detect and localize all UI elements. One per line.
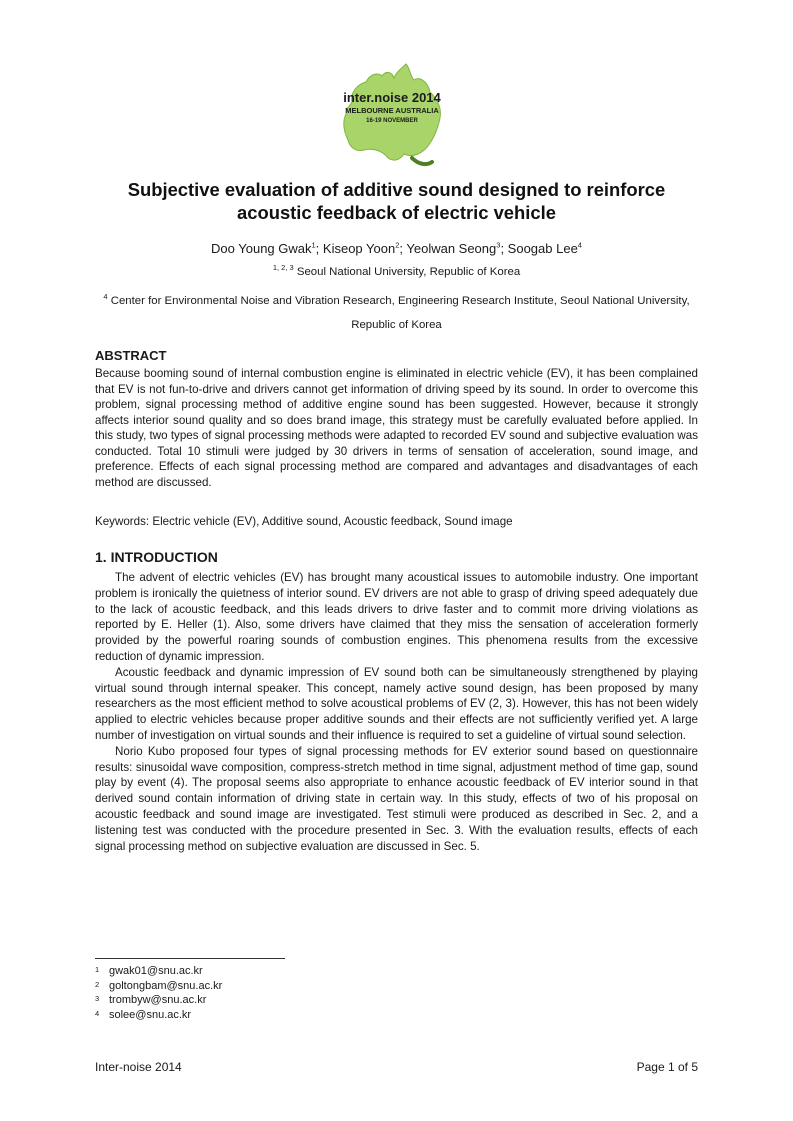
footnotes <box>95 964 222 1022</box>
footnote-email: trombyw@snu.ac.kr <box>109 994 207 1006</box>
paragraph: The advent of electric vehicles (EV) has brought many acoustical issues to automobile industry. One important problem is ironically the quietness of interior sound. EV drivers are not able to grasp of driving speed adequately due to the lack of acoustic feedback, and this leads drivers to drive faster and to commit more driving violations as reported by E. Heller (1). Also, some drivers have claimed that they miss the sensation of acceleration formerly provided by the powerful roaring sounds of combustion engines. This phenomena results from the excessive reduction of dynamic impression. <box>95 571 698 663</box>
footnote-3 <box>95 993 222 1008</box>
footnote-4 <box>95 1008 222 1023</box>
footnote-number: 2 <box>95 979 100 989</box>
paper-title <box>70 178 723 224</box>
footnote-number: 1 <box>95 965 100 974</box>
footnote-2 <box>95 979 222 994</box>
conference-logo <box>330 62 454 168</box>
affiliation-1-text: Seoul National University, Republic of Korea <box>293 266 521 278</box>
affiliation-1-mark: 1, 2, 3 <box>272 263 294 273</box>
footnote-divider <box>95 958 285 959</box>
footnote-email: gwak01@snu.ac.kr <box>109 965 203 977</box>
footnote-number: 4 <box>95 1008 100 1018</box>
australia-map-logo <box>330 62 454 168</box>
paragraph: Acoustic feedback and dynamic impression of EV sound both can be simultaneously strengthened by playing virtual sound through internal speaker. This concept, namely active sound design, has been proposed by many researchers as the most efficient method to solve acoustical problems of EV (2, 3). However, this has not been widely applied to electric vehicles because proper additive sounds and their effects are not sufficiently verified yet. A large number of investigation on virtual sounds and their influence is required to set a guideline of virtual sound selection. <box>95 665 698 742</box>
footer-conference: Inter-noise 2014 <box>95 1060 182 1074</box>
footnote-email: goltongbam@snu.ac.kr <box>109 979 223 992</box>
author-2: Kiseop Yoon <box>322 241 396 256</box>
logo-city: MELBOURNE AUSTRALIA <box>345 106 439 115</box>
footer-page-number: Page 1 of 5 <box>636 1060 698 1074</box>
author-4-affiliation-mark: 4 <box>577 240 582 250</box>
author-3: Yeolwan Seong <box>406 241 497 256</box>
affiliation-1 <box>70 265 723 280</box>
author-1-affiliation-mark: 1 <box>311 240 316 250</box>
paragraph: Norio Kubo proposed four types of signal processing methods for EV exterior sound based on questionnaire results: sinusoidal wave composition, compress-stretch method in time signal, adjustment method of time gap, sound play by event (4). The proposal seems also appropriate to enhance acoustic feedback of EV interior sound in that derived sound contain information of driving state in certain way. In this study, effects of two of his proposal on acoustic feedback and sound image are investigated. Test stimuli were produced as described in Sec. 2, and a listening test was conducted with the procedure presented in Sec. 3. With the evaluation results, effects of each signal processing method on subjective evaluation are discussed in Sec. 5. <box>95 744 698 853</box>
author-1: Doo Young Gwak <box>211 241 312 256</box>
title-line-2: acoustic feedback of electric vehicle <box>237 202 556 223</box>
footnote-number: 3 <box>95 994 100 1003</box>
introduction-heading: 1. INTRODUCTION <box>95 549 218 565</box>
title-line-1: Subjective evaluation of additive sound designed to reinforce <box>127 179 666 200</box>
affiliation-2 <box>95 289 698 337</box>
footnote-email: solee@snu.ac.kr <box>109 1008 192 1021</box>
abstract-heading: ABSTRACT <box>95 348 167 363</box>
abstract-text: Because booming sound of internal combustion engine is eliminated in electric vehicle (EV), it has been complained that EV is not fun-to-drive and drivers cannot get information of driving speed by its sound. In order to overcome this problem, signal processing method of additive engine sound has been suggested. However, because it strongly affects interior sound quality and so does brand image, this strategy must be carefully evaluated before applied. In this study, two types of signal processing methods were adapted to recorded EV sound and subjective evaluation was conducted. Total 10 stimuli were judged by 30 drivers in terms of sensation of acceleration, sound image, and preference. Effects of each signal processing method are compared and advantages and disadvantages of each method are discussed. <box>95 367 699 489</box>
author-separator: ; <box>315 241 323 256</box>
author-4: Soogab Lee <box>507 241 578 256</box>
boomerang-mark <box>412 158 432 164</box>
author-3-affiliation-mark: 3 <box>496 240 501 250</box>
introduction-body <box>95 570 698 854</box>
logo-name: inter.noise 2014 <box>343 90 441 105</box>
author-2-affiliation-mark: 2 <box>395 240 400 250</box>
affiliation-2-mark: 4 <box>103 292 108 302</box>
keywords: Keywords: Electric vehicle (EV), Additive sound, Acoustic feedback, Sound image <box>95 515 513 528</box>
author-list <box>70 240 723 257</box>
author-separator: ; <box>500 241 508 256</box>
affiliation-2-text: Center for Environmental Noise and Vibration Research, Engineering Research Institute, Seoul National University, Republic of Korea <box>107 295 690 331</box>
footnote-1 <box>95 964 222 979</box>
logo-dates: 16-19 NOVEMBER <box>366 118 418 124</box>
author-separator: ; <box>399 241 407 256</box>
